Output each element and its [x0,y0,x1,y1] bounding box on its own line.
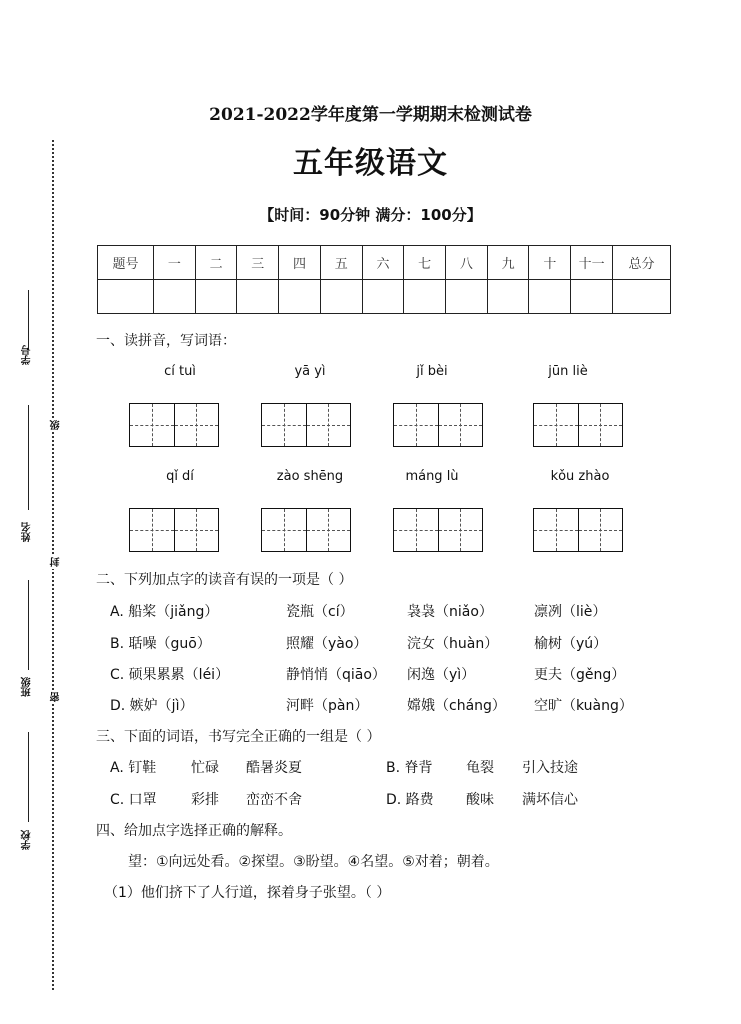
option-item: C. 硕果累累（léi） [110,667,230,683]
writing-grid[interactable] [533,508,623,552]
pinyin-label: jǐ bèi [416,364,448,379]
writing-grid[interactable] [129,403,219,447]
option-item: 袅袅（niǎo） [407,604,493,620]
option-item: D. 嫉妒（jì） [110,698,194,714]
score-cell [237,280,279,314]
score-cell [279,280,321,314]
pinyin-label: zào shēng [276,469,344,484]
score-header-row [98,246,671,280]
pinyin-label: máng lù [405,469,459,484]
score-cell [154,280,196,314]
option-item: 浣女（huàn） [407,636,499,652]
option-item: 瓷瓶（cí） [286,604,354,620]
score-cell [529,280,571,314]
option-item: C. 口罩 [110,792,157,808]
section4-question-1: （1）他们挤下了人行道，探着身子张望。（ ） [104,885,391,901]
option-item: 河畔（pàn） [286,698,369,714]
student-id-label: 学号 [22,345,33,365]
writing-grid[interactable] [129,508,219,552]
exam-title: 2021-2022学年度第一学期期末检测试卷 [209,105,532,125]
score-cell [98,280,154,314]
pinyin-label: yā yì [294,364,326,379]
score-header-cell: 二 [195,246,237,280]
option-item: B. 聒噪（guō） [110,636,211,652]
option-item: 更夫（gěng） [534,667,626,683]
pinyin-label: qǐ dí [166,469,194,484]
option-item: B. 脊背 [386,760,433,776]
option-item: 龟裂 [466,760,494,776]
score-cell [404,280,446,314]
score-cell [487,280,529,314]
seal-mark-ji: 级 [51,420,62,430]
score-header-cell: 六 [362,246,404,280]
class-line [28,580,29,670]
option-item: 嫦娥（cháng） [407,698,506,714]
score-header-cell: 七 [404,246,446,280]
score-header-cell: 五 [320,246,362,280]
score-cell [446,280,488,314]
option-item: 照耀（yào） [286,636,368,652]
option-item: 引入技途 [522,760,578,776]
score-header-cell: 八 [446,246,488,280]
option-item: 满坏信心 [522,792,578,808]
section4-definition: 望：①向远处看。②探望。③盼望。④名望。⑤对着；朝着。 [128,854,499,870]
score-cell [613,280,671,314]
writing-grid[interactable] [393,508,483,552]
option-item: 静悄悄（qiāo） [286,667,386,683]
writing-grid[interactable] [261,403,351,447]
score-value-row [98,280,671,314]
class-label: 班级 [22,677,33,697]
pinyin-label: kǒu zhào [550,469,610,484]
exam-subject: 五年级语文 [293,146,448,181]
writing-grid[interactable] [533,403,623,447]
school-line [28,732,29,822]
name-label: 姓名 [22,522,33,542]
pinyin-label: jūn liè [548,364,588,379]
score-table [97,245,671,314]
option-item: 闲逸（yì） [407,667,476,683]
score-header-cell: 题号 [98,246,154,280]
section3-heading: 三、下面的词语，书写完全正确的一组是（ ） [96,729,381,745]
option-item: 凛冽（liè） [534,604,607,620]
name-line [28,405,29,510]
writing-grid[interactable] [393,403,483,447]
score-cell [320,280,362,314]
student-id-line [28,290,29,350]
pinyin-label: cí tuì [164,364,196,379]
school-label: 学校 [22,830,33,850]
option-item: A. 船桨（jiǎng） [110,604,219,620]
score-header-cell: 一 [154,246,196,280]
exam-info: 【时间：90分钟 满分：100分】 [259,206,482,224]
option-item: 忙碌 [191,760,219,776]
score-header-cell: 十 [529,246,571,280]
writing-grid[interactable] [261,508,351,552]
section1-heading: 一、读拼音，写词语： [96,333,236,349]
option-item: 峦峦不舍 [246,792,302,808]
score-cell [362,280,404,314]
score-header-cell: 总分 [613,246,671,280]
option-item: 彩排 [191,792,219,808]
option-item: 空旷（kuàng） [534,698,633,714]
option-item: D. 路费 [386,792,434,808]
seal-mark-mi: 密 [51,692,62,702]
seal-mark-feng: 封 [51,557,62,567]
score-header-cell: 四 [279,246,321,280]
score-cell [195,280,237,314]
score-header-cell: 三 [237,246,279,280]
score-header-cell: 九 [487,246,529,280]
section4-heading: 四、给加点字选择正确的解释。 [96,823,292,839]
score-cell [571,280,613,314]
option-item: A. 钉鞋 [110,760,157,776]
option-item: 酷暑炎夏 [246,760,302,776]
option-item: 酸味 [466,792,494,808]
score-header-cell: 十一 [571,246,613,280]
option-item: 榆树（yú） [534,636,608,652]
section2-heading: 二、下列加点字的读音有误的一项是（ ） [96,572,353,588]
